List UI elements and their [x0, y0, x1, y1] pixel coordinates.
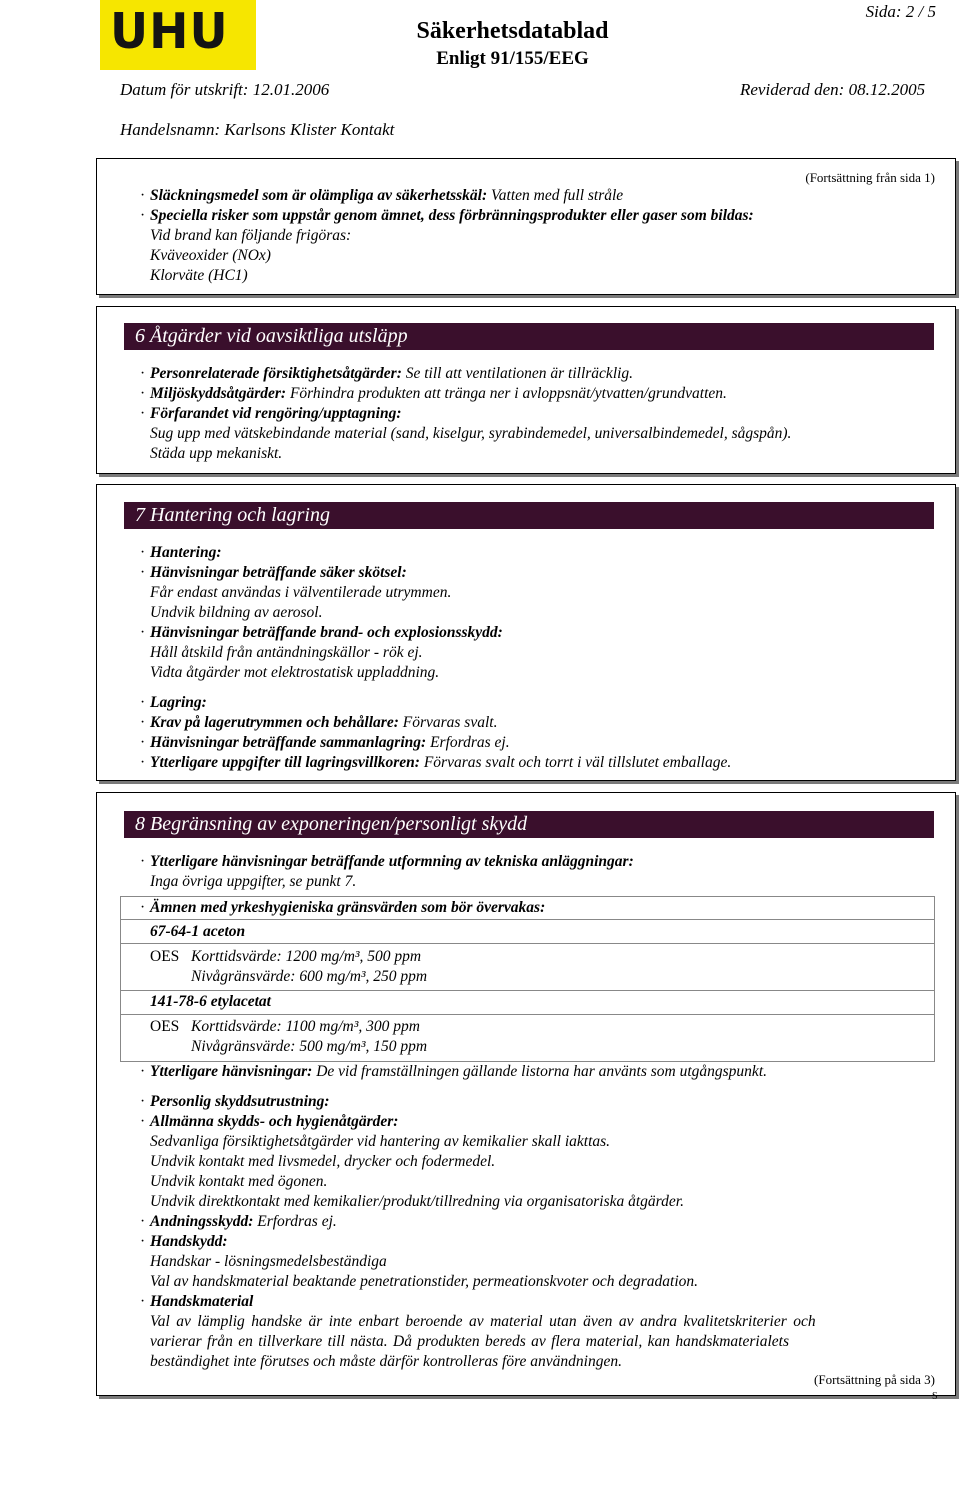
text-line: Lagring: [150, 694, 207, 711]
table-divider [120, 943, 935, 944]
bullet: · [140, 899, 146, 916]
fire-unsuitable-line: Släckningsmedel som är olämpliga av säkerhetsskäl: Vatten med full stråle [150, 187, 624, 204]
table-title: Ämnen med yrkeshygieniska gränsvärden som bör övervakas: [150, 899, 546, 916]
corner-mark: S [932, 1391, 938, 1402]
text-line: Undvik direktkontakt med kemikalier/produkt/tillredning via organisatoriska åtgärder. [150, 1193, 684, 1210]
table-divider [120, 919, 935, 920]
bullet: · [140, 207, 146, 224]
paragraph-line: Val av lämplig handske är inte enbart beroende av material utan även av andra kvalitetskriterier och [150, 1313, 816, 1330]
text-line: Val av handskmaterial beaktande penetrationstider, permeationskvoter och degradation. [150, 1273, 699, 1290]
document-subtitle: Enligt 91/155/EEG [436, 48, 589, 69]
paragraph-line: beständighet inte förutses och måste därför kontrolleras före användningen. [150, 1353, 622, 1370]
text-line: Håll åtskild från antändningskällor - rök ej. [150, 644, 423, 661]
paragraph-line: varierar från en tillverkare till nästa. Då produkten bereds av flera material, kan handskmaterialets [150, 1333, 789, 1350]
logo-text: UHU [110, 2, 229, 61]
print-date: Datum för utskrift: 12.01.2006 [120, 80, 330, 99]
text-line: Hänvisningar beträffande sammanlagring: Erfordras ej. [150, 734, 510, 751]
text-line: Klorväte (HC1) [150, 267, 248, 284]
limit-value: Nivågränsvärde: 500 mg/m³, 150 ppm [191, 1038, 428, 1055]
text-line: Städa upp mekaniskt. [150, 445, 283, 462]
bullet: · [140, 754, 146, 771]
bullet: · [140, 1063, 146, 1080]
limit-value: Korttidsvärde: 1100 mg/m³, 300 ppm [191, 1018, 420, 1035]
text-line: Ytterligare hänvisningar: De vid framställningen gällande listorna har använts som utgångspunkt. [150, 1063, 767, 1080]
continued-on-note: (Fortsättning på sida 3) [814, 1372, 935, 1387]
bullet: · [140, 365, 146, 382]
section-8-heading: 8 Begränsning av exponeringen/personligt skydd [124, 811, 934, 838]
text-line: Krav på lagerutrymmen och behållare: Förvaras svalt. [150, 714, 498, 731]
limit-value: Korttidsvärde: 1200 mg/m³, 500 ppm [191, 948, 422, 965]
bullet: · [140, 187, 146, 204]
section-6-heading: 6 Åtgärder vid oavsiktliga utsläpp [124, 323, 934, 350]
bullet: · [140, 694, 146, 711]
substance-aceton: 67-64-1 aceton [150, 923, 246, 940]
text-line: Personlig skyddsutrustning: [150, 1093, 330, 1110]
bullet: · [140, 1233, 146, 1250]
revised-date: Reviderad den: 08.12.2005 [740, 80, 926, 99]
text-line: Vid brand kan följande frigöras: [150, 227, 352, 244]
bullet: · [140, 1093, 146, 1110]
text-line: Sug upp med vätskebindande material (sand, kiselgur, syrabindemedel, universalbindemedel, sågspån). [150, 425, 792, 442]
text-line: Kväveoxider (NOx) [150, 247, 271, 264]
text-line: Handskydd: [150, 1233, 228, 1250]
text-line: Undvik bildning av aerosol. [150, 604, 323, 621]
text-line: Personrelaterade försiktighetsåtgärder: Se till att ventilationen är tillräcklig. [150, 365, 634, 382]
text-line: Inga övriga uppgifter, se punkt 7. [150, 873, 357, 890]
text-line: Förfarandet vid rengöring/upptagning: [150, 405, 402, 422]
bullet: · [140, 544, 146, 561]
limit-code: OES [150, 1018, 180, 1035]
text-line: Allmänna skydds- och hygienåtgärder: [150, 1113, 399, 1130]
bullet: · [140, 385, 146, 402]
uhu-logo [100, 0, 256, 70]
text-line: Hänvisningar beträffande brand- och explosionsskydd: [150, 624, 503, 641]
text-line: Miljöskyddsåtgärder: Förhindra produkten att tränga ner i avloppsnät/ytvatten/grundvatten. [150, 385, 727, 402]
bullet: · [140, 1293, 146, 1310]
bullet: · [140, 405, 146, 422]
text-line: Andningsskydd: Erfordras ej. [150, 1213, 337, 1230]
text-line: Handskar - lösningsmedelsbeständiga [150, 1253, 387, 1270]
substance-etylacetat: 141-78-6 etylacetat [150, 993, 271, 1010]
bullet: · [140, 564, 146, 581]
bullet: · [140, 1113, 146, 1130]
text-line: Undvik kontakt med livsmedel, drycker och fodermedel. [150, 1153, 496, 1170]
text-line: Hantering: [150, 544, 222, 561]
special-risks-label: Speciella risker som uppstår genom ämnet, dess förbränningsprodukter eller gaser som bildas: [150, 207, 754, 224]
table-divider [120, 990, 935, 991]
bullet: · [140, 714, 146, 731]
bullet: · [140, 853, 146, 870]
limit-value: Nivågränsvärde: 600 mg/m³, 250 ppm [191, 968, 428, 985]
text-line: Undvik kontakt med ögonen. [150, 1173, 328, 1190]
page-number: Sida: 2 / 5 [865, 2, 936, 21]
text-line: Hänvisningar beträffande säker skötsel: [150, 564, 407, 581]
continued-from-note: (Fortsättning från sida 1) [805, 170, 935, 185]
bullet: · [140, 624, 146, 641]
text-line: Får endast användas i välventilerade utrymmen. [150, 584, 452, 601]
text-line: Ytterligare hänvisningar beträffande utformning av tekniska anläggningar: [150, 853, 634, 870]
trade-name: Handelsnamn: Karlsons Klister Kontakt [120, 120, 395, 139]
text-line: Ytterligare uppgifter till lagringsvillkoren: Förvaras svalt och torrt i väl tillslutet emballage. [150, 754, 732, 771]
text-line: Handskmaterial [150, 1293, 254, 1310]
table-divider [120, 1014, 935, 1015]
document-title: Säkerhetsdatablad [416, 18, 609, 44]
text-line: Sedvanliga försiktighetsåtgärder vid hantering av kemikalier skall iakttas. [150, 1133, 611, 1150]
bullet: · [140, 734, 146, 751]
bullet: · [140, 1213, 146, 1230]
section-7-heading: 7 Hantering och lagring [124, 502, 934, 529]
text-line: Vidta åtgärder mot elektrostatisk uppladdning. [150, 664, 440, 681]
limit-code: OES [150, 948, 180, 965]
